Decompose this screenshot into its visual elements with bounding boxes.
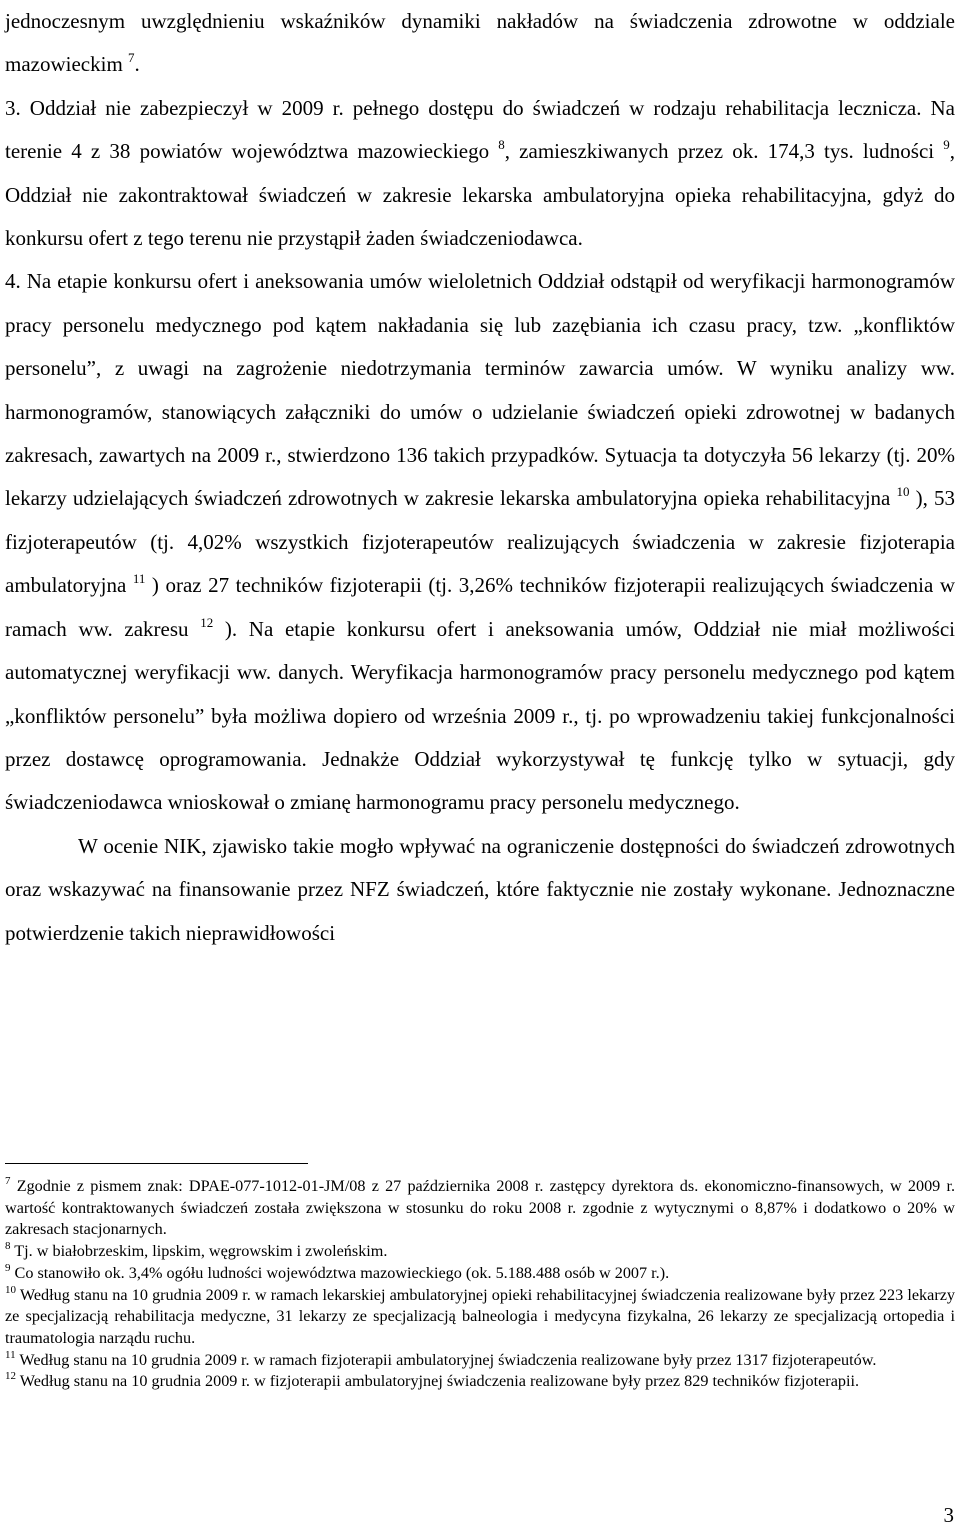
footnote-number: 7 <box>5 1175 11 1187</box>
footnote-9 <box>5 1263 955 1285</box>
paragraph-4: W ocenie NIK, zjawisko takie mogło wpływać na ograniczenie dostępności do świadczeń zdrowotnych oraz wskazywać na finansowanie przez NFZ świadczeń, które faktycznie nie zostały wykonane. Jednoznaczne potwierdzenie takich nieprawidłowości <box>5 833 955 945</box>
footnote-text: Co stanowiło ok. 3,4% ogółu ludności województwa mazowieckiego (ok. 5.188.488 osób w 2007 r.). <box>10 1263 670 1282</box>
main-text <box>5 0 955 955</box>
footnote-text: Tj. w białobrzeskim, lipskim, węgrowskim i zwoleńskim. <box>10 1242 388 1261</box>
footnote-7 <box>5 1176 955 1241</box>
footnotes <box>5 1176 955 1393</box>
paragraph-1 <box>5 0 955 87</box>
paragraph-2-text-a: 3. Oddział nie zabezpieczył w 2009 r. pełnego dostępu do świadczeń w rodzaju rehabilitacja lecznicza. Na terenie 4 z 38 powiatów województwa mazowieckiego <box>5 95 955 164</box>
paragraph-3 <box>5 260 955 824</box>
footnote-number: 12 <box>5 1370 16 1383</box>
footnote-separator <box>5 1163 308 1164</box>
paragraph-3-text-c: ) oraz 27 techników fizjoterapii (tj. 3,26% techników fizjoterapii realizujących świadczenia w ramach ww. zakresu <box>5 573 956 641</box>
footnote-number: 8 <box>5 1240 11 1253</box>
footnote-ref-12: 12 <box>200 614 214 630</box>
footnote-number: 11 <box>5 1348 16 1361</box>
footnote-number: 9 <box>5 1261 11 1274</box>
paragraph-2-text-c: , Oddział nie zakontraktował świadczeń w zakresie lekarska ambulatoryjna opieka rehabilitacyjna, gdyż do konkursu ofert z tego terenu nie przystąpił żaden świadczeniodawca. <box>5 139 955 251</box>
paragraph-3-text-a: 4. Na etapie konkursu ofert i aneksowania umów wieloletnich Oddział odstąpił od weryfikacji harmonogramów pracy personelu medycznego pod kątem nakładania się lub zazębiania ich czasu pracy, tzw. „konfliktów personelu”, z uwagi na zagrożenie niedotrzymania terminów zawarcia umów. W wyniku analizy ww. harmonogramów, stanowiących załączniki do umów o udzielanie świadczeń opieki zdrowotnej w badanych zakresach, zawartych na 2009 r., stwierdzono 136 takich przypadków. Sytuacja ta dotyczyła 56 lekarzy (tj. 20% lekarzy udzielających świadczeń zdrowotnych w zakresie lekarska ambulatoryjna opieka rehabilitacyjna <box>5 269 955 511</box>
footnote-ref-9: 9 <box>943 137 950 153</box>
footnote-number: 10 <box>5 1283 16 1296</box>
paragraph-1-end: . <box>134 52 140 77</box>
paragraph-2 <box>5 87 955 261</box>
paragraph-2-text-b: , zamieszkiwanych przez ok. 174,3 tys. ludności <box>504 139 935 164</box>
paragraph-1-text: jednoczesnym uwzględnieniu wskaźników dynamiki nakładów na świadczenia zdrowotne w oddziale mazowieckim <box>5 9 955 77</box>
footnote-text: Według stanu na 10 grudnia 2009 r. w fizjoterapii ambulatoryjnej świadczenia realizowane były przez 829 techników fizjoterapii. <box>16 1372 860 1391</box>
footnote-8 <box>5 1241 955 1263</box>
footnote-10 <box>5 1285 955 1350</box>
paragraph-3-text-d: ). Na etapie konkursu ofert i aneksowania umów, Oddział nie miał możliwości automatycznej weryfikacji ww. danych. Weryfikacja harmonogramów pracy personelu medycznego pod kątem „konfliktów personelu” była możliwa dopiero od września 2009 r., tj. po wprowadzeniu takiej funkcjonalności przez dostawcę oprogramowania. Jednakże Oddział wykorzystywał tę funkcję tylko w sytuacji, gdy świadczeniodawca wnioskował o zmianę harmonogramu pracy personelu medycznego. <box>5 616 955 815</box>
footnote-ref-8: 8 <box>498 137 505 153</box>
page-number: 3 <box>943 1503 954 1527</box>
footnote-11 <box>5 1350 955 1372</box>
footnote-ref-11: 11 <box>132 571 146 587</box>
footnote-text: Zgodnie z pismem znak: DPAE-077-1012-01-JM/08 z 27 października 2008 r. zastępcy dyrektora ds. ekonomiczno-finansowych, w 2009 r. wartość kontraktowanych świadczeń została zwiększona w stosunku do roku 2008 r. zgodnie z wytycznymi o 8,87% i dodatkowo o 20% w zakresach stacjonarnych. <box>5 1177 955 1239</box>
footnote-text: Według stanu na 10 grudnia 2009 r. w ramach lekarskiej ambulatoryjnej opieki rehabilitacyjnej świadczenia realizowane były przez 223 lekarzy ze specjalizacją rehabilitacja medyczne, 31 lekarzy ze specjalizacją balneologia i medycyna fizykalna, 26 lekarzy ze specjalizacją ortopedia i traumatologia narządu ruchu. <box>5 1285 955 1347</box>
footnote-ref-7: 7 <box>128 50 135 66</box>
footnote-text: Według stanu na 10 grudnia 2009 r. w ramach fizjoterapii ambulatoryjnej świadczenia realizowane były przez 1317 fizjoterapeutów. <box>15 1350 877 1369</box>
footnote-ref-10: 10 <box>896 484 910 500</box>
paragraph-3-text-b: ), 53 fizjoterapeutów (tj. 4,02% wszystkich fizjoterapeutów realizujących świadczenia w zakresie fizjoterapia ambulatoryjna <box>5 486 955 598</box>
footnote-12 <box>5 1371 955 1393</box>
